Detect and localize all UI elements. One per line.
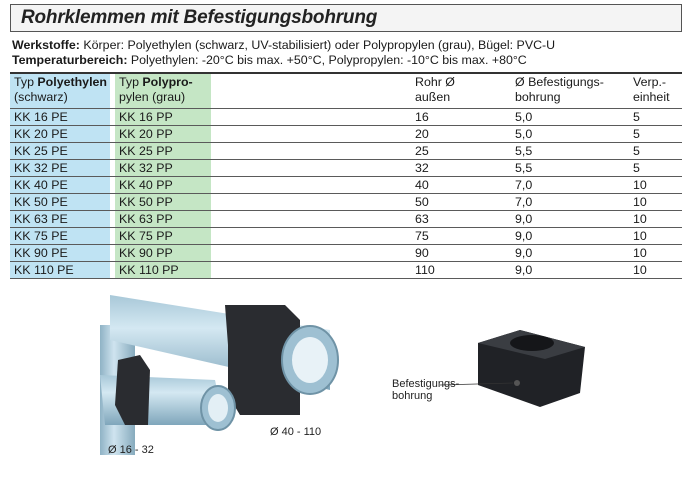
cell-bohrung: 5,5: [515, 161, 533, 175]
header-rohr-line1: Rohr Ø: [415, 75, 455, 89]
cell-verp: 10: [633, 195, 647, 209]
cell-verp: 10: [633, 229, 647, 243]
row-separator: [10, 193, 682, 194]
header-pp-prefix: Typ: [119, 75, 143, 89]
cell-rohr: 50: [415, 195, 429, 209]
header-bohrung-line1: Ø Befestigungs-: [515, 75, 604, 89]
cell-rohr: 32: [415, 161, 429, 175]
temperature-line: [12, 53, 527, 67]
cell-pp: KK 25 PP: [119, 144, 173, 158]
label-hole-line1: Befestigungs-: [392, 378, 460, 390]
cell-pp: KK 90 PP: [119, 246, 173, 260]
cell-pe: KK 40 PE: [14, 178, 68, 192]
header-verp-line2: einheit: [633, 90, 670, 104]
materials-line: [12, 38, 555, 52]
cell-verp: 10: [633, 178, 647, 192]
header-pe-line2: (schwarz): [14, 90, 68, 104]
cell-pe: KK 90 PE: [14, 246, 68, 260]
title-bar: [10, 4, 682, 32]
cell-pe: KK 20 PE: [14, 127, 68, 141]
row-separator: [10, 159, 682, 160]
cell-verp: 10: [633, 212, 647, 226]
cell-verp: 5: [633, 110, 640, 124]
header-bohrung: [515, 75, 604, 105]
cell-pp: KK 50 PP: [119, 195, 173, 209]
cell-bohrung: 9,0: [515, 246, 533, 260]
header-pp-line2: pylen (grau): [119, 90, 186, 104]
cell-pe: KK 32 PE: [14, 161, 68, 175]
row-separator: [10, 176, 682, 177]
row-separator: [10, 244, 682, 245]
cell-verp: 5: [633, 161, 640, 175]
temperature-label: Temperaturbereich:: [12, 53, 128, 67]
cell-rohr: 20: [415, 127, 429, 141]
materials-text: Körper: Polyethylen (schwarz, UV-stabilisiert) oder Polypropylen (grau), Bügel: PVC-U: [83, 38, 556, 52]
header-bohrung-line2: bohrung: [515, 90, 561, 104]
cell-pe: KK 110 PE: [14, 263, 74, 277]
cell-bohrung: 9,0: [515, 212, 533, 226]
cell-pe: KK 63 PE: [14, 212, 68, 226]
cell-pp: KK 32 PP: [119, 161, 173, 175]
cell-pe: KK 25 PE: [14, 144, 68, 158]
header-rohr: [415, 75, 455, 105]
cell-rohr: 25: [415, 144, 429, 158]
row-separator: [10, 210, 682, 211]
row-separator: [10, 142, 682, 143]
row-separator: [10, 278, 682, 279]
product-table: [10, 72, 682, 280]
cell-verp: 10: [633, 246, 647, 260]
cell-rohr: 16: [415, 110, 429, 124]
label-large-range: Ø 40 - 110: [270, 426, 322, 438]
cell-bohrung: 7,0: [515, 195, 533, 209]
cell-pe: KK 16 PE: [14, 110, 68, 124]
cell-verp: 10: [633, 263, 647, 277]
row-separator: [10, 261, 682, 262]
label-hole-line2: bohrung: [392, 390, 433, 402]
header-pe-bold: Polyethylen: [37, 75, 107, 89]
cell-pe: KK 50 PE: [14, 195, 68, 209]
cell-bohrung: 7,0: [515, 178, 533, 192]
single-clamp-opening: [510, 335, 554, 351]
cell-pp: KK 110 PP: [119, 263, 179, 277]
header-pe-prefix: Typ: [14, 75, 38, 89]
cell-rohr: 63: [415, 212, 429, 226]
pipe-clamp-illustration: [0, 285, 693, 480]
cell-rohr: 40: [415, 178, 429, 192]
header-rohr-line2: außen: [415, 90, 451, 104]
cell-rohr: 75: [415, 229, 429, 243]
small-clamp: [115, 355, 150, 425]
row-separator: [10, 125, 682, 126]
cell-pp: KK 20 PP: [119, 127, 173, 141]
page-title: Rohrklemmen mit Befestigungsbohrung: [21, 7, 378, 28]
row-separator: [10, 108, 682, 109]
row-separator: [10, 227, 682, 228]
table-top-rule: [10, 72, 682, 74]
cell-verp: 5: [633, 144, 640, 158]
cell-bohrung: 9,0: [515, 229, 533, 243]
temperature-text: Polyethylen: -20°C bis max. +50°C, Polypropylen: -10°C bis max. +80°C: [130, 53, 527, 67]
product-photos: [0, 285, 693, 480]
cell-bohrung: 5,0: [515, 110, 533, 124]
header-pp: [119, 75, 193, 105]
header-pe: [14, 75, 107, 105]
mounting-hole: [514, 380, 520, 386]
cell-bohrung: 9,0: [515, 263, 533, 277]
cell-pe: KK 75 PE: [14, 229, 68, 243]
header-verp-line1: Verp.-: [633, 75, 667, 89]
cell-pp: KK 75 PP: [119, 229, 173, 243]
cell-pp: KK 40 PP: [119, 178, 173, 192]
cell-bohrung: 5,0: [515, 127, 533, 141]
header-verp: [633, 75, 670, 105]
cell-verp: 5: [633, 127, 640, 141]
large-pipe-bore: [292, 337, 328, 383]
label-small-range: Ø 16 - 32: [108, 444, 154, 456]
cell-pp: KK 63 PP: [119, 212, 173, 226]
small-pipe-bore: [208, 394, 228, 422]
materials-label: Werkstoffe:: [12, 38, 80, 52]
cell-rohr: 110: [415, 263, 435, 277]
header-pp-bold: Polypro-: [142, 75, 193, 89]
cell-rohr: 90: [415, 246, 429, 260]
label-mounting-hole: [392, 378, 459, 402]
cell-bohrung: 5,5: [515, 144, 533, 158]
cell-pp: KK 16 PP: [119, 110, 173, 124]
